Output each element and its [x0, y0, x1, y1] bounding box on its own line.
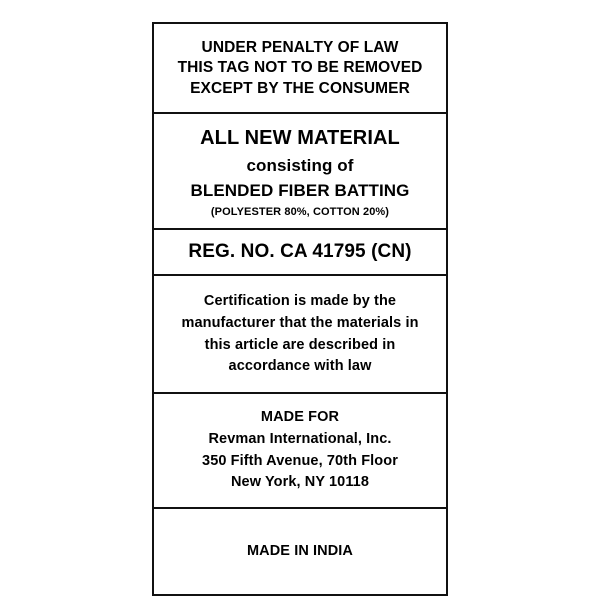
certification-section [154, 276, 446, 394]
material-consisting-of: consisting of [246, 155, 354, 175]
registration-section [154, 230, 446, 276]
certification-line-2: manufacturer that the materials in [181, 314, 419, 331]
country-of-origin-section [154, 509, 446, 594]
penalty-notice-section [154, 24, 446, 114]
material-heading: ALL NEW MATERIAL [200, 127, 400, 150]
penalty-notice-line-2: THIS TAG NOT TO BE REMOVED [177, 59, 423, 77]
certification-line-1: Certification is made by the [203, 293, 397, 310]
penalty-notice-line-1: UNDER PENALTY OF LAW [201, 39, 399, 56]
made-for-street: 350 Fifth Avenue, 70th Floor [202, 452, 398, 469]
certification-line-3: this article are described in [204, 336, 396, 353]
material-section [154, 114, 446, 230]
made-for-section [154, 394, 446, 509]
made-for-city-state-zip: New York, NY 10118 [230, 474, 370, 491]
material-content: BLENDED FIBER BATTING [190, 181, 410, 201]
care-label-tag [152, 22, 448, 596]
material-composition: (POLYESTER 80%, COTTON 20%) [210, 205, 390, 218]
made-for-heading: MADE FOR [260, 409, 340, 426]
penalty-notice-line-3: EXCEPT BY THE CONSUMER [190, 79, 410, 97]
certification-line-4: accordance with law [228, 358, 372, 375]
country-of-origin-text: MADE IN INDIA [246, 543, 354, 560]
registration-number: REG. NO. CA 41795 (CN) [188, 241, 412, 263]
made-for-company: Revman International, Inc. [208, 430, 392, 447]
